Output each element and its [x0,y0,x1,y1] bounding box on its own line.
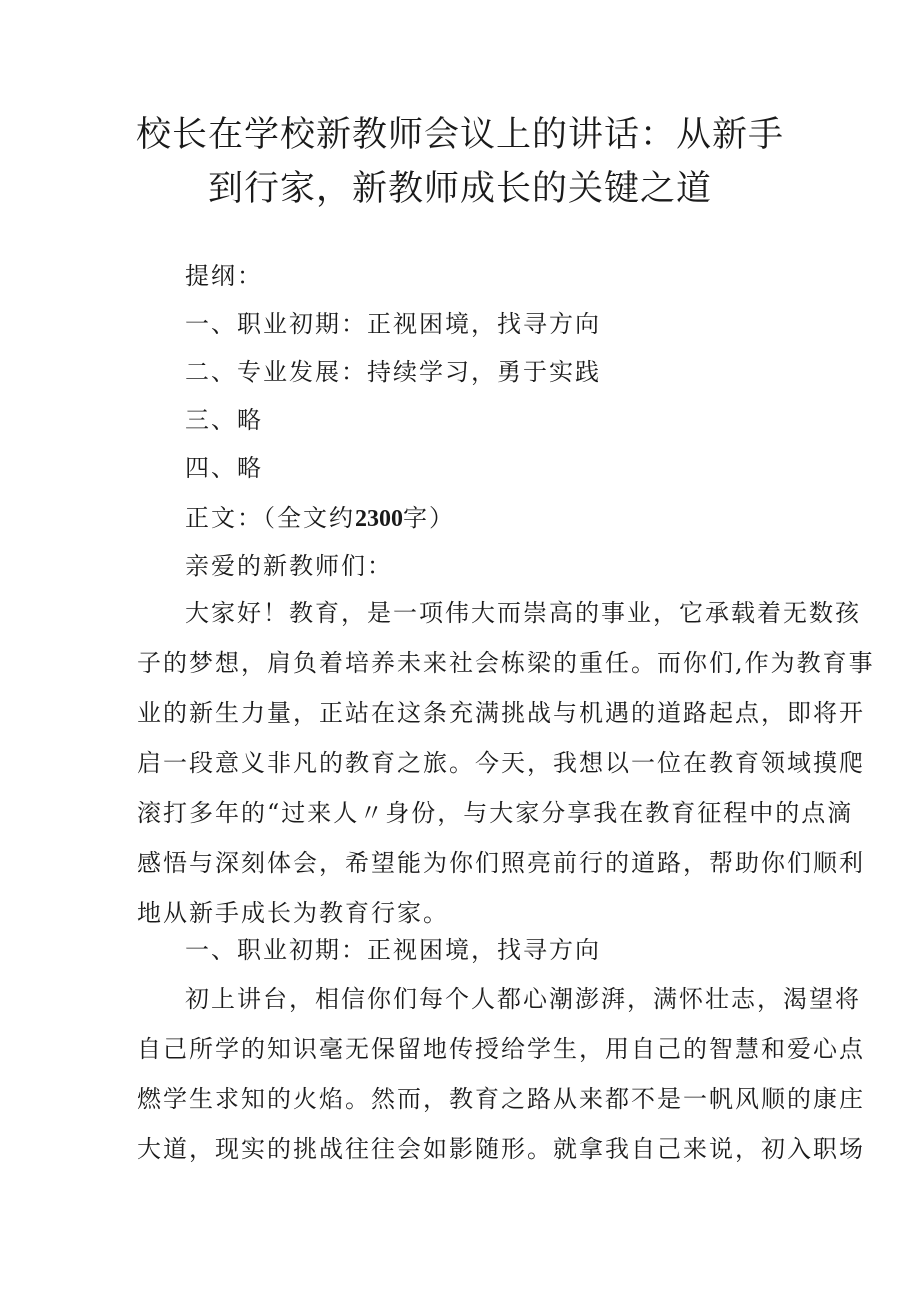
body-intro [185,503,455,534]
outline-item-1: 一、职业初期：正视困境，找寻方向 [185,310,601,338]
section-1-heading: 一、职业初期：正视困境，找寻方向 [185,936,601,964]
outline-item-4: 四、略 [185,454,263,482]
word-count: 2300 [355,506,403,532]
paragraph-line: 大道，现实的挑战往往会如影随形。就拿我自己来说，初入职场 [137,1135,865,1163]
greeting: 亲爱的新教师们： [185,552,393,580]
paragraph-line: 燃学生求知的火焰。然而，教育之路从来都不是一帆风顺的康庄 [137,1085,865,1113]
title-line-2: 到行家，新教师成长的关键之道 [207,169,712,209]
outline-item-3: 三、略 [185,406,263,434]
paragraph-line: 自己所学的知识毫无保留地传授给学生，用自己的智慧和爱心点 [137,1035,865,1063]
paragraph-line: 感悟与深刻体会，希望能为你们照亮前行的道路，帮助你们顺利 [137,849,865,877]
paragraph-line: 业的新生力量，正站在这条充满挑战与机遇的道路起点，即将开 [137,699,865,727]
body-intro-prefix: 正文：（全文约 [185,504,355,532]
paragraph-line: 大家好！教育，是一项伟大而崇高的事业，它承载着无数孩 [185,599,861,627]
paragraph-line: 地从新手成长为教育行家。 [137,899,449,927]
paragraph-line: 启一段意义非凡的教育之旅。今天，我想以一位在教育领域摸爬 [137,749,865,777]
outline-label: 提纲： [185,262,263,290]
paragraph-2 [137,974,865,1174]
paragraph-1 [137,588,875,938]
title-line-1: 校长在学校新教师会议上的讲话：从新手 [135,115,784,155]
document-title [120,108,800,216]
paragraph-line: 滚打多年的“过来人〃身份，与大家分享我在教育征程中的点滴 [137,799,854,827]
paragraph-line: 初上讲台，相信你们每个人都心潮澎湃，满怀壮志，渴望将 [185,985,861,1013]
paragraph-line: 子的梦想，肩负着培养未来社会栋梁的重任。而你们,作为教育事 [137,649,875,677]
outline-item-2: 二、专业发展：持续学习，勇于实践 [185,358,601,386]
body-intro-suffix: 字） [403,504,455,532]
